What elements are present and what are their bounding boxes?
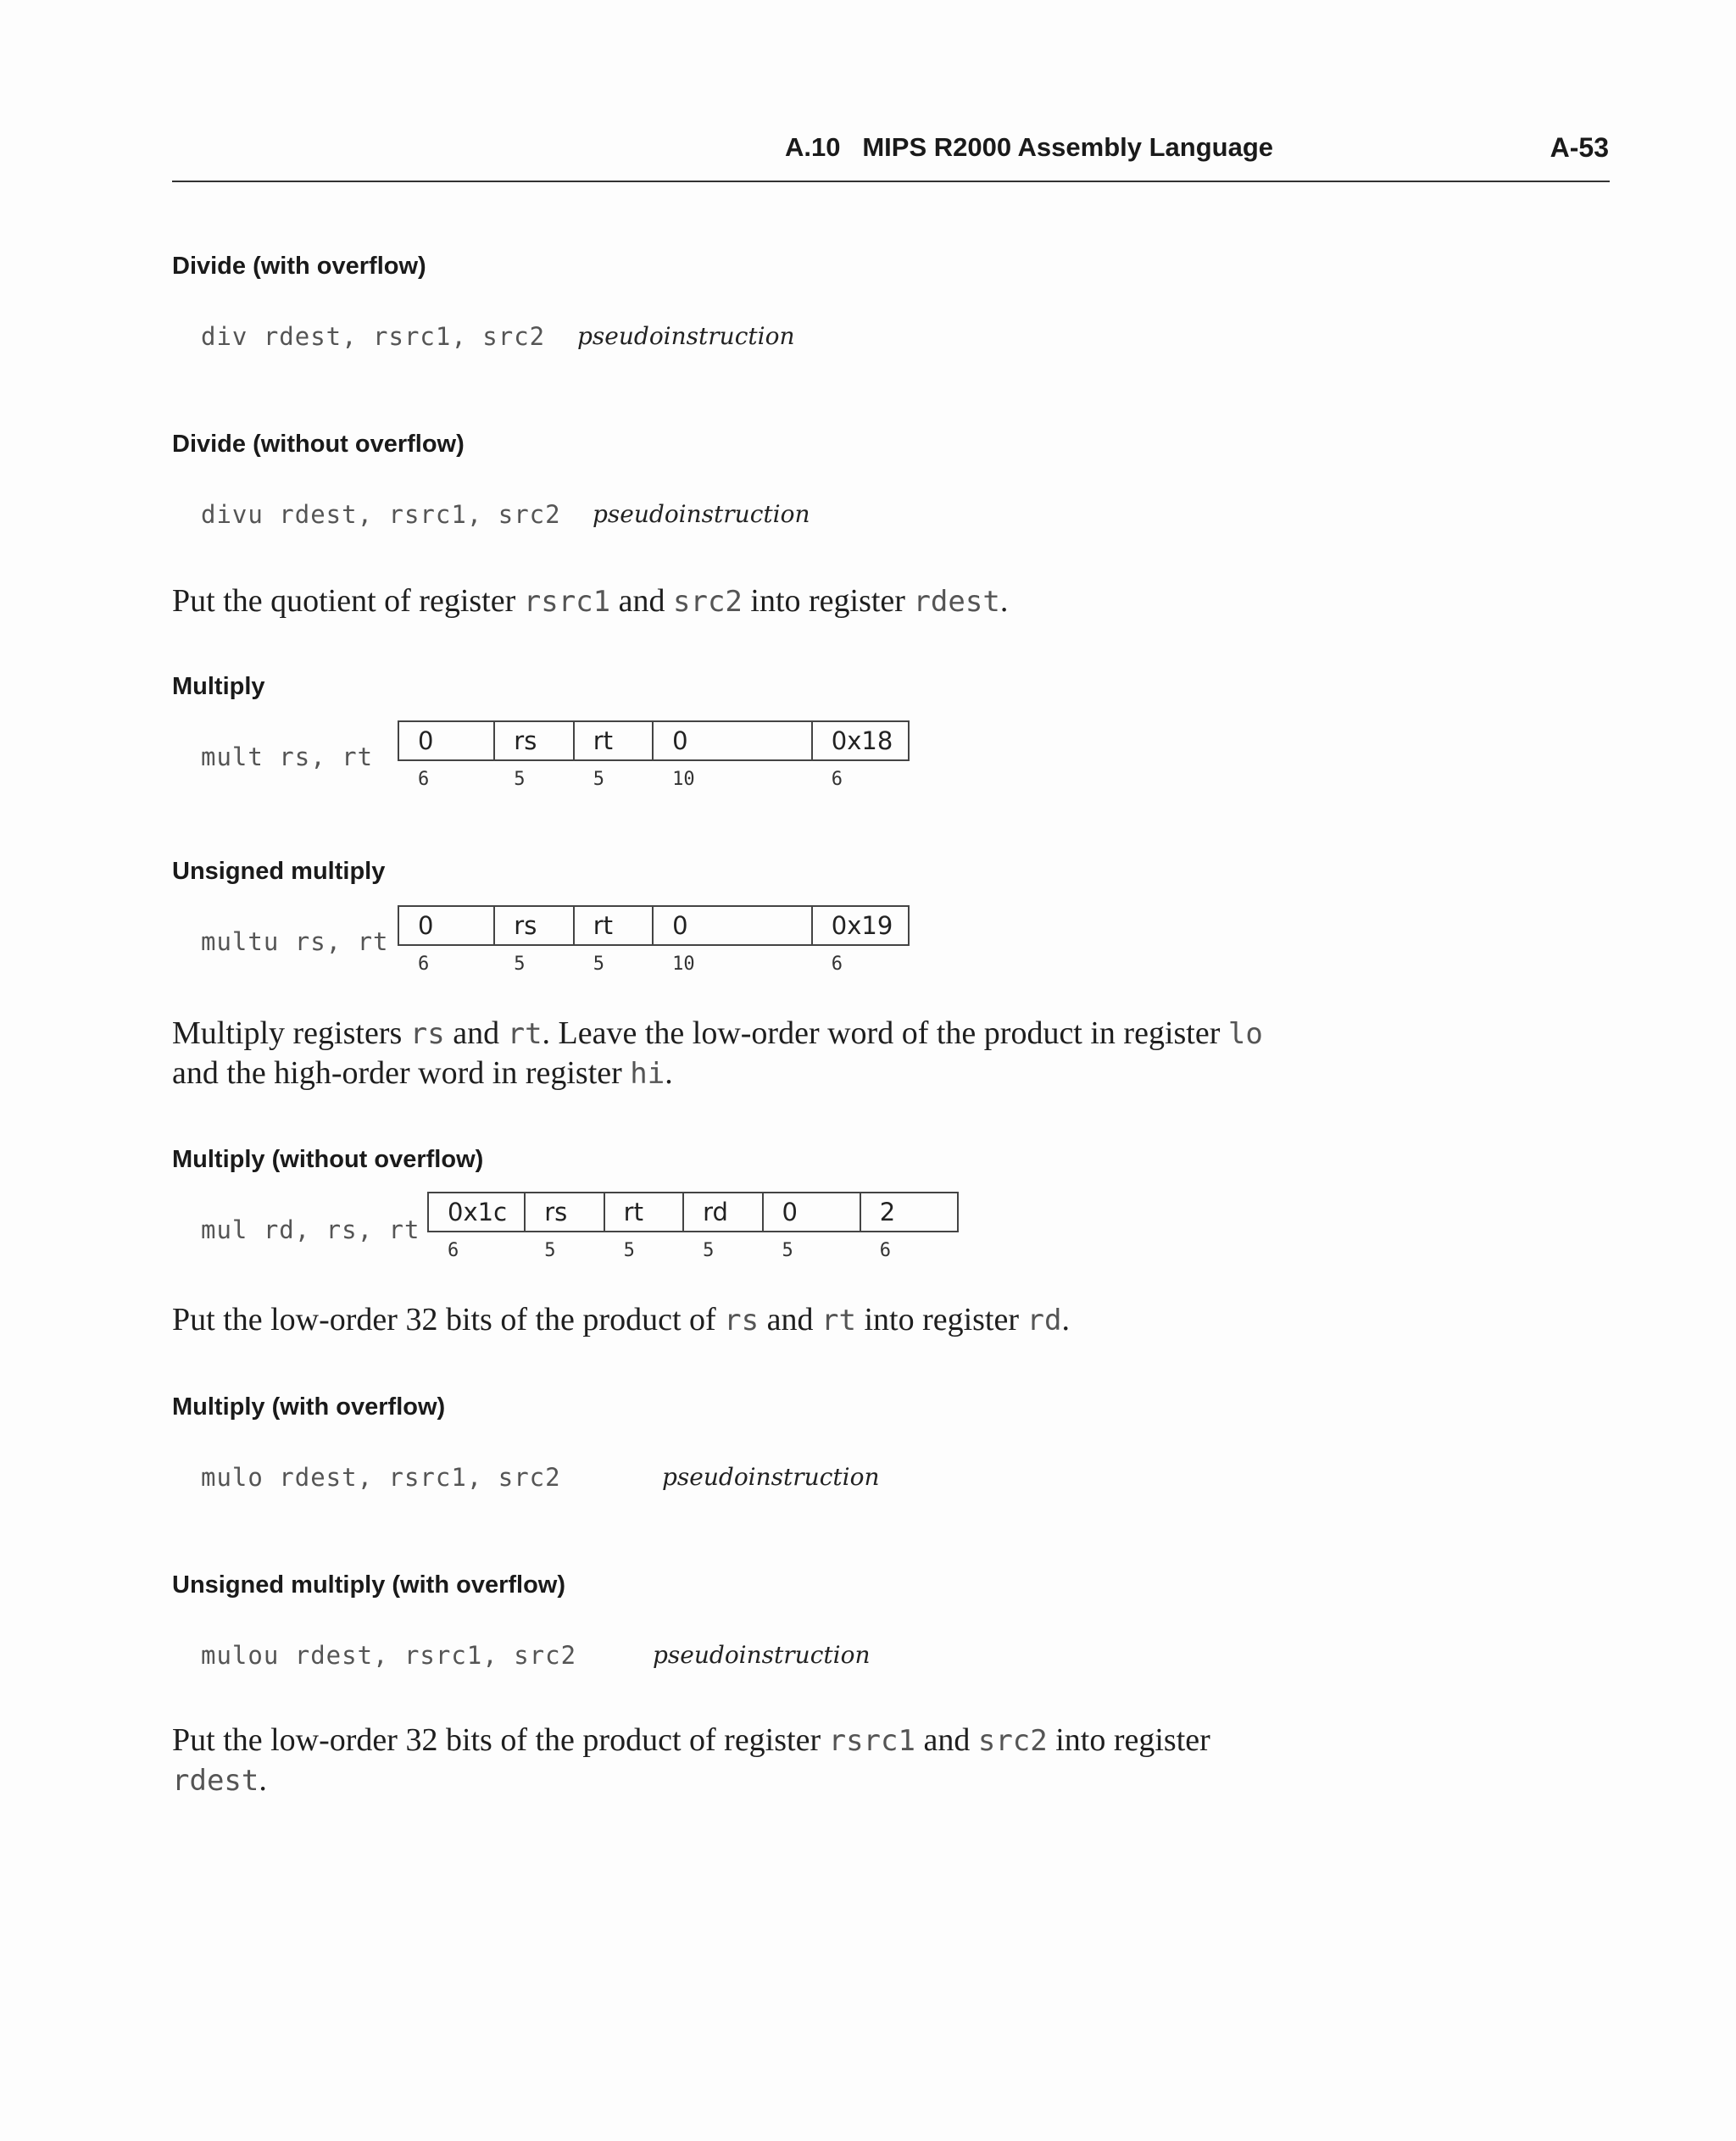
field-rt: rt 5 [605,1193,684,1231]
heading-unsigned-multiply-with-overflow: Unsigned multiply (with overflow) [172,1571,565,1599]
heading-multiply: Multiply [172,673,265,700]
encoding-mul [427,1192,959,1261]
section-number: A.10 [785,132,841,162]
description-divide: Put the quotient of register rsrc1 and src2 into register rdest. [172,583,1009,619]
chapter-title: MIPS R2000 Assembly Language [862,132,1274,162]
field-rd: rd 5 [684,1193,763,1231]
bit-width: 5 [593,954,604,975]
field-opcode: 0 6 [399,907,495,944]
bit-width: 5 [703,1240,715,1261]
pseudo-note-mulou: pseudoinstruction [653,1641,871,1669]
bit-width: 5 [544,1240,556,1261]
bit-width: 10 [672,769,695,790]
bit-width: 5 [593,769,604,790]
pseudo-note-divu: pseudoinstruction [593,500,810,528]
encoding-multu [398,905,910,975]
field-zero: 0 10 [654,907,813,944]
header-rule [172,181,1610,182]
bit-width: 6 [879,1240,891,1261]
field-opcode: 0 6 [399,722,495,759]
bit-width: 6 [831,954,843,975]
heading-multiply-without-overflow: Multiply (without overflow) [172,1146,484,1173]
field-rt: rt 5 [575,907,654,944]
code-mulou: mulou rdest, rsrc1, src2 [201,1641,577,1670]
bit-width: 6 [831,769,843,790]
bit-width: 10 [672,954,695,975]
code-divu: divu rdest, rsrc1, src2 [201,500,561,529]
field-rs: rs 5 [495,907,574,944]
bit-width: 6 [448,1240,459,1261]
field-zero: 0 10 [654,722,813,759]
description-mul: Put the low-order 32 bits of the product of rs and rt into register rd. [172,1302,1070,1337]
bit-width: 5 [514,954,526,975]
encoding-mult [398,720,910,790]
field-funct: 0x18 6 [831,726,893,790]
heading-divide-with-overflow: Divide (with overflow) [172,253,426,280]
pseudo-note-mulo: pseudoinstruction [662,1463,880,1491]
bit-width: 6 [418,769,430,790]
bit-width: 5 [514,769,526,790]
code-mulo: mulo rdest, rsrc1, src2 [201,1463,561,1492]
page-number: A-53 [1550,132,1609,163]
pseudo-note-div: pseudoinstruction [577,322,795,350]
field-opcode: 0x1c 6 [429,1193,526,1231]
bit-width: 6 [418,954,430,975]
field-shamt: 0 5 [764,1193,861,1231]
field-rs: rs 5 [495,722,574,759]
bit-width: 5 [782,1240,793,1261]
code-mul: mul rd, rs, rt [201,1215,420,1244]
heading-multiply-with-overflow: Multiply (with overflow) [172,1393,446,1421]
description-multiply: Multiply registers rs and rt. Leave the low-order word of the product in register lo and the high-order word in register hi. [172,1015,1263,1091]
code-mult: mult rs, rt [201,742,374,771]
bit-width: 5 [623,1240,635,1261]
field-rs: rs 5 [526,1193,604,1231]
field-funct: 2 6 [879,1198,896,1261]
code-div: div rdest, rsrc1, src2 [201,322,546,351]
heading-unsigned-multiply: Unsigned multiply [172,858,386,885]
code-multu: multu rs, rt [201,927,389,956]
field-rt: rt 5 [575,722,654,759]
description-mulo: Put the low-order 32 bits of the product of register rsrc1 and src2 into register rdest. [172,1722,1210,1798]
running-header [785,132,1273,163]
heading-divide-without-overflow: Divide (without overflow) [172,431,465,458]
field-funct: 0x19 6 [831,911,893,975]
